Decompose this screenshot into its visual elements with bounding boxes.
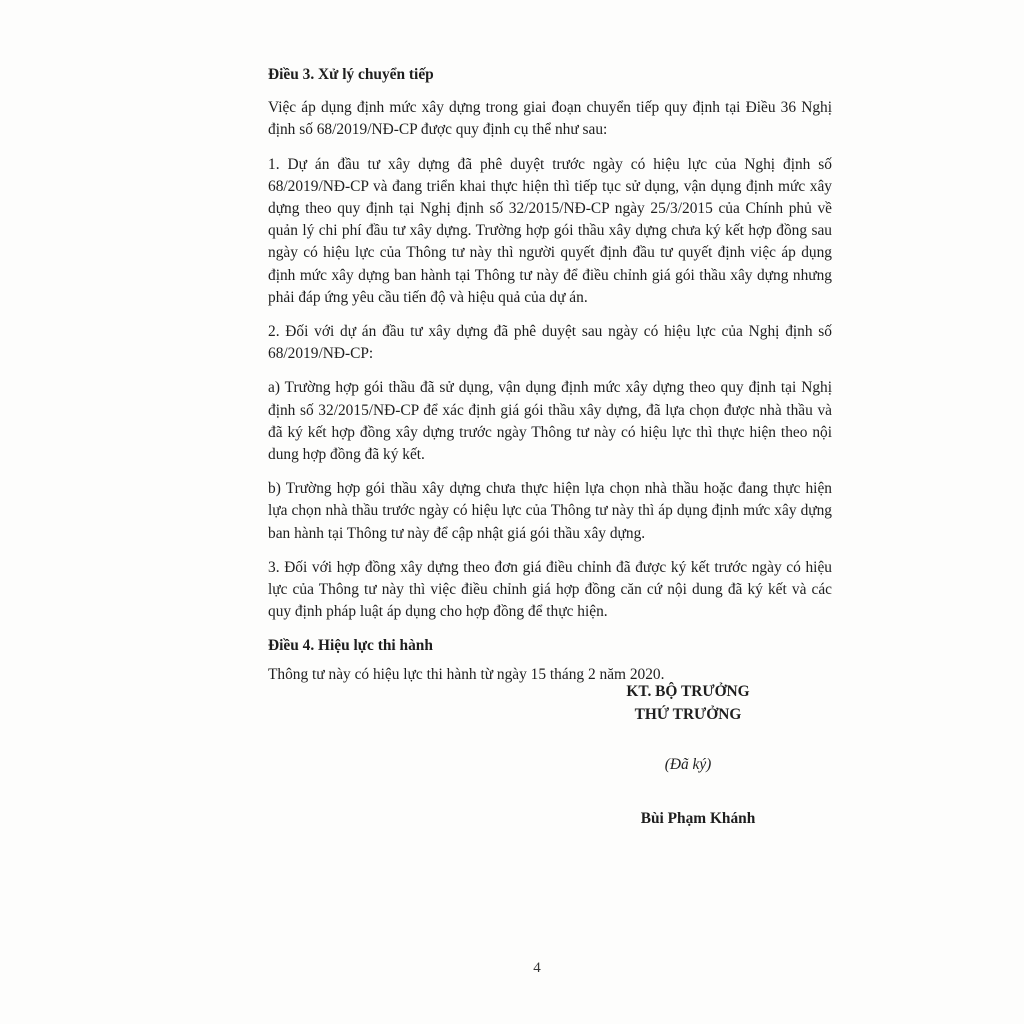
article-3-intro: Việc áp dụng định mức xây dựng trong giai đoạn chuyển tiếp quy định tại Điều 36 Nghị định số 68/2019/NĐ-CP được quy định cụ thể như sau: <box>268 99 832 139</box>
signer-name: Bùi Phạm Khánh <box>640 810 756 827</box>
page-number: 4 <box>533 960 541 976</box>
signature-signed-note: (Đã ký) <box>664 756 712 773</box>
article-3-clause-3: 3. Đối với hợp đồng xây dựng theo đơn giá điều chỉnh đã được ký kết trước ngày có hiệu lực của Thông tư này thì việc điều chỉnh giá hợp đồng căn cứ nội dung đã ký kết và các quy định pháp luật áp dụng cho hợp đồng để thực hiện. <box>268 558 832 621</box>
document-body <box>268 64 832 698</box>
signature-title-line-1: KT. BỘ TRƯỞNG <box>626 683 750 700</box>
article-3-clause-1: 1. Dự án đầu tư xây dựng đã phê duyệt trước ngày có hiệu lực của Nghị định số 68/2019/NĐ-CP và đang triển khai thực hiện thì tiếp tục sử dụng, vận dụng định mức xây dựng theo quy định tại Nghị định số 32/2015/NĐ-CP ngày 25/3/2015 của Chính phủ về quản lý chi phí đầu tư xây dựng. Trường hợp gói thầu xây dựng chưa ký kết hợp đồng sau ngày có hiệu lực của Thông tư này thì người quyết định đầu tư quyết định việc áp dụng định mức xây dựng ban hành tại Thông tư này để điều chỉnh giá gói thầu xây dựng nhưng phải đáp ứng yêu cầu tiến độ và hiệu quả của dự án. <box>268 155 832 306</box>
article-3-heading: Điều 3. Xử lý chuyển tiếp <box>268 66 434 83</box>
article-4-heading: Điều 4. Hiệu lực thi hành <box>268 637 433 655</box>
article-3-clause-2: 2. Đối với dự án đầu tư xây dựng đã phê duyệt sau ngày có hiệu lực của Nghị định số 68/2019/NĐ-CP: <box>268 323 832 363</box>
article-3-clause-2a: a) Trường hợp gói thầu đã sử dụng, vận dụng định mức xây dựng theo quy định tại Nghị định số 32/2015/NĐ-CP để xác định giá gói thầu xây dựng, đã lựa chọn được nhà thầu và đã ký kết hợp đồng xây dựng trước ngày Thông tư này có hiệu lực thì thực hiện theo nội dung hợp đồng đã ký kết. <box>268 379 832 464</box>
article-3-clause-2b: b) Trường hợp gói thầu xây dựng chưa thực hiện lựa chọn nhà thầu hoặc đang thực hiện lựa chọn nhà thầu trước ngày có hiệu lực của Thông tư này thì áp dụng định mức xây dựng ban hành tại Thông tư này để cập nhật giá gói thầu xây dựng. <box>268 480 832 542</box>
signature-title-line-2: THỨ TRƯỞNG <box>634 706 742 723</box>
article-4-effective-date: Thông tư này có hiệu lực thi hành từ ngày 15 tháng 2 năm 2020. <box>268 665 665 683</box>
